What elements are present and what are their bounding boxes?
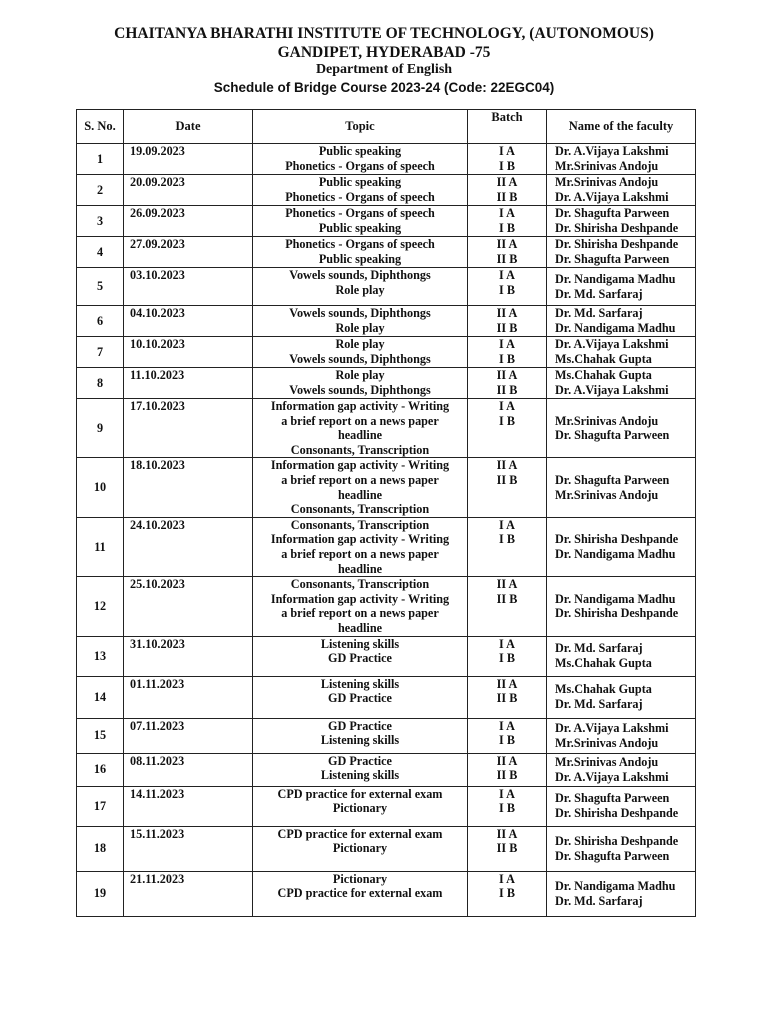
cell-topic-line: Public speaking xyxy=(318,175,402,189)
cell-topic-line: Phonetics - Organs of speech xyxy=(285,158,435,173)
cell-date: 17.10.2023 xyxy=(124,399,253,458)
cell-faculty-line: Dr. Nandigama Madhu xyxy=(555,271,676,286)
cell-sno: 16 xyxy=(77,753,124,786)
cell-faculty-line: Dr. Md. Sarfaraj xyxy=(555,893,643,908)
cell-faculty-line: Dr. Shagufta Parween xyxy=(555,428,670,443)
cell-faculty xyxy=(547,306,696,337)
cell-faculty-line: Dr. Shagufta Parween xyxy=(555,848,670,863)
cell-faculty xyxy=(547,206,696,237)
cell-topic xyxy=(253,175,468,206)
cell-topic-line: CPD practice for external exam xyxy=(277,786,443,801)
institute-title: CHAITANYA BHARATHI INSTITUTE OF TECHNOLOGY, (AUTONOMOUS) xyxy=(114,25,654,42)
cell-faculty-line: Ms.Chahak Gupta xyxy=(555,682,652,697)
cell-faculty-line: Ms.Chahak Gupta xyxy=(555,656,652,670)
cell-batch-line: II A xyxy=(496,577,518,592)
cell-batch-line: II B xyxy=(496,189,518,204)
cell-batch-line: II B xyxy=(496,841,518,856)
cell-faculty-line: Mr.Srinivas Andoju xyxy=(555,735,659,750)
cell-faculty-line: Dr. Md. Sarfaraj xyxy=(555,697,643,711)
cell-topic-line: Vowels sounds, Diphthongs xyxy=(289,382,431,397)
cell-batch-line: II A xyxy=(496,826,518,841)
cell-batch-line: II B xyxy=(496,768,518,783)
cell-faculty-line: Dr. Nandigama Madhu xyxy=(555,546,676,561)
cell-topic xyxy=(253,753,468,786)
cell-sno: 5 xyxy=(77,268,124,306)
cell-batch xyxy=(468,337,547,368)
cell-sno: 8 xyxy=(77,368,124,399)
cell-batch-line: I A xyxy=(499,399,515,413)
cell-batch-line: I A xyxy=(499,337,515,351)
cell-faculty-line: Dr. Shirisha Deshpande xyxy=(555,532,679,547)
cell-sno: 19 xyxy=(77,871,124,916)
cell-topic xyxy=(253,399,468,458)
table-row xyxy=(77,458,696,517)
cell-topic xyxy=(253,577,468,636)
cell-topic xyxy=(253,206,468,237)
cell-batch xyxy=(468,237,547,268)
cell-faculty-line: Dr. A.Vijaya Lakshmi xyxy=(555,720,669,735)
table-row xyxy=(77,676,696,718)
cell-faculty xyxy=(547,458,696,517)
cell-sno: 4 xyxy=(77,237,124,268)
cell-topic xyxy=(253,786,468,826)
header-faculty: Name of the faculty xyxy=(547,110,696,144)
cell-sno: 9 xyxy=(77,399,124,458)
cell-batch xyxy=(468,577,547,636)
cell-topic-line: headline xyxy=(337,487,383,502)
cell-date: 11.10.2023 xyxy=(124,368,253,399)
table-row xyxy=(77,786,696,826)
schedule-body xyxy=(77,144,696,917)
cell-batch xyxy=(468,517,547,576)
cell-faculty-line: Dr. Shirisha Deshpande xyxy=(555,606,679,621)
cell-faculty xyxy=(547,718,696,753)
cell-topic-line: CPD practice for external exam xyxy=(277,826,443,841)
cell-sno: 13 xyxy=(77,636,124,676)
cell-batch-line: I B xyxy=(499,801,515,816)
table-row xyxy=(77,871,696,916)
cell-topic-line: Pictionary xyxy=(332,841,388,856)
header-date: Date xyxy=(124,110,253,144)
cell-faculty-line: Dr. Md. Sarfaraj xyxy=(555,286,643,301)
cell-faculty-line: Dr. Shirisha Deshpande xyxy=(555,833,679,848)
cell-batch-line: I A xyxy=(499,206,515,220)
cell-sno: 10 xyxy=(77,458,124,517)
cell-batch-line: I B xyxy=(499,651,515,666)
cell-topic xyxy=(253,458,468,517)
cell-date: 25.10.2023 xyxy=(124,577,253,636)
cell-batch-line: II A xyxy=(496,306,518,320)
cell-topic xyxy=(253,306,468,337)
cell-topic-line: GD Practice xyxy=(328,651,392,666)
cell-batch xyxy=(468,458,547,517)
cell-faculty-line: Dr. Shagufta Parween xyxy=(555,791,670,806)
cell-batch xyxy=(468,399,547,458)
table-row xyxy=(77,577,696,636)
cell-topic-line: GD Practice xyxy=(328,718,392,733)
cell-batch-line: II B xyxy=(496,382,518,397)
cell-faculty-line: Dr. A.Vijaya Lakshmi xyxy=(555,337,669,352)
cell-faculty-line: Dr. Nandigama Madhu xyxy=(555,878,676,893)
cell-sno: 18 xyxy=(77,826,124,871)
table-row xyxy=(77,753,696,786)
cell-date: 07.11.2023 xyxy=(124,718,253,753)
cell-date: 24.10.2023 xyxy=(124,517,253,576)
cell-faculty xyxy=(547,517,696,576)
cell-batch-line: I B xyxy=(499,532,515,547)
cell-topic-line: a brief report on a news paper xyxy=(281,472,439,487)
department-title: Department of English xyxy=(315,62,453,77)
cell-topic-line: Pictionary xyxy=(332,801,388,816)
cell-sno: 11 xyxy=(77,517,124,576)
cell-date: 03.10.2023 xyxy=(124,268,253,306)
cell-faculty xyxy=(547,399,696,458)
cell-batch xyxy=(468,306,547,337)
cell-batch-line: II A xyxy=(496,175,518,189)
cell-topic-line: Role play xyxy=(335,368,385,382)
cell-topic-line: Information gap activity - Writing xyxy=(270,458,450,473)
cell-batch-line: II B xyxy=(496,320,518,335)
cell-topic-line: Vowels sounds, Diphthongs xyxy=(289,268,431,282)
cell-faculty xyxy=(547,753,696,786)
table-row xyxy=(77,268,696,306)
table-row xyxy=(77,636,696,676)
cell-batch-line: I B xyxy=(499,282,515,297)
cell-faculty-line: Mr.Srinivas Andoju xyxy=(555,175,659,190)
cell-topic-line: Public speaking xyxy=(318,144,402,158)
cell-batch-line: I B xyxy=(499,733,515,748)
cell-topic xyxy=(253,718,468,753)
cell-batch-line: I B xyxy=(499,351,515,366)
cell-batch-line: II B xyxy=(496,691,518,706)
table-header-row xyxy=(77,110,696,144)
cell-topic-line: Listening skills xyxy=(320,676,400,691)
cell-sno: 2 xyxy=(77,175,124,206)
cell-topic-line: GD Practice xyxy=(328,691,392,706)
cell-batch-line: I B xyxy=(499,413,515,428)
header-batch: Batch xyxy=(468,110,547,144)
table-row xyxy=(77,306,696,337)
cell-sno: 3 xyxy=(77,206,124,237)
cell-faculty-line: Dr. Nandigama Madhu xyxy=(555,591,676,606)
cell-faculty xyxy=(547,337,696,368)
cell-topic-line: Information gap activity - Writing xyxy=(270,532,450,547)
cell-faculty-line: Ms.Chahak Gupta xyxy=(555,368,652,383)
cell-topic-line: Consonants, Transcription xyxy=(290,517,430,532)
cell-faculty xyxy=(547,826,696,871)
cell-date: 04.10.2023 xyxy=(124,306,253,337)
cell-topic-line: a brief report on a news paper xyxy=(281,413,439,428)
cell-faculty-line: Dr. A.Vijaya Lakshmi xyxy=(555,190,669,204)
header-sno: S. No. xyxy=(77,110,124,144)
cell-batch-line: II B xyxy=(496,591,518,606)
cell-batch-line: I A xyxy=(499,636,515,651)
cell-faculty-line: Dr. Shagufta Parween xyxy=(555,472,670,487)
cell-topic-line: GD Practice xyxy=(328,753,392,768)
cell-topic xyxy=(253,237,468,268)
cell-faculty xyxy=(547,175,696,206)
cell-faculty-line: Dr. Shagufta Parween xyxy=(555,206,670,221)
cell-batch xyxy=(468,268,547,306)
cell-date: 21.11.2023 xyxy=(124,871,253,916)
cell-sno: 1 xyxy=(77,144,124,175)
cell-date: 15.11.2023 xyxy=(124,826,253,871)
cell-batch xyxy=(468,786,547,826)
cell-date: 01.11.2023 xyxy=(124,676,253,718)
cell-topic xyxy=(253,826,468,871)
cell-date: 26.09.2023 xyxy=(124,206,253,237)
cell-date: 31.10.2023 xyxy=(124,636,253,676)
cell-topic-line: Pictionary xyxy=(332,871,388,886)
cell-topic xyxy=(253,517,468,576)
cell-topic-line: Listening skills xyxy=(320,768,400,783)
cell-sno: 6 xyxy=(77,306,124,337)
cell-batch-line: II A xyxy=(496,368,518,382)
cell-topic-line: Listening skills xyxy=(320,733,400,748)
cell-topic-line: a brief report on a news paper xyxy=(281,606,439,621)
institute-location: GANDIPET, HYDERABAD -75 xyxy=(277,44,491,61)
cell-faculty-line: Ms.Chahak Gupta xyxy=(555,352,652,366)
cell-topic-line: Phonetics - Organs of speech xyxy=(285,237,435,251)
cell-topic xyxy=(253,144,468,175)
cell-batch-line: I A xyxy=(499,517,515,532)
cell-faculty-line: Dr. Shirisha Deshpande xyxy=(555,221,679,235)
cell-batch-line: I A xyxy=(499,871,515,886)
cell-batch-line: I B xyxy=(499,158,515,173)
cell-batch xyxy=(468,175,547,206)
cell-batch-line: I A xyxy=(499,268,515,282)
cell-faculty xyxy=(547,676,696,718)
cell-date: 27.09.2023 xyxy=(124,237,253,268)
table-row xyxy=(77,368,696,399)
cell-batch-line: I A xyxy=(499,718,515,733)
cell-batch xyxy=(468,636,547,676)
schedule-title: Schedule of Bridge Course 2023-24 (Code: 22EGC04) xyxy=(213,80,555,95)
cell-faculty-line: Mr.Srinivas Andoju xyxy=(555,487,659,502)
cell-batch xyxy=(468,871,547,916)
cell-date: 14.11.2023 xyxy=(124,786,253,826)
cell-batch-line: II A xyxy=(496,237,518,251)
cell-topic xyxy=(253,368,468,399)
cell-topic-line: Phonetics - Organs of speech xyxy=(285,189,435,204)
cell-faculty-line: Dr. A.Vijaya Lakshmi xyxy=(555,769,669,784)
cell-topic-line: Consonants, Transcription xyxy=(290,502,430,517)
header-topic: Topic xyxy=(253,110,468,144)
cell-faculty xyxy=(547,268,696,306)
cell-topic-line: Consonants, Transcription xyxy=(290,442,430,457)
table-row xyxy=(77,718,696,753)
cell-sno: 7 xyxy=(77,337,124,368)
cell-topic-line: Public speaking xyxy=(318,220,402,235)
cell-batch xyxy=(468,206,547,237)
cell-topic-line: Role play xyxy=(335,337,385,351)
cell-date: 10.10.2023 xyxy=(124,337,253,368)
table-row xyxy=(77,826,696,871)
cell-faculty-line: Dr. Shagufta Parween xyxy=(555,252,670,266)
cell-batch-line: II A xyxy=(496,458,518,473)
cell-batch-line: I B xyxy=(499,220,515,235)
cell-topic-line: Phonetics - Organs of speech xyxy=(285,206,435,220)
cell-faculty-line: Dr. Md. Sarfaraj xyxy=(555,641,643,656)
table-row xyxy=(77,399,696,458)
cell-date: 08.11.2023 xyxy=(124,753,253,786)
cell-date: 19.09.2023 xyxy=(124,144,253,175)
cell-batch-line: II A xyxy=(496,753,518,768)
cell-topic-line: Role play xyxy=(335,320,385,335)
table-row xyxy=(77,337,696,368)
cell-faculty-line: Mr.Srinivas Andoju xyxy=(555,159,659,173)
cell-topic-line: Consonants, Transcription xyxy=(290,577,430,592)
cell-topic-line: headline xyxy=(337,428,383,443)
cell-topic-line: Public speaking xyxy=(318,251,402,266)
cell-sno: 17 xyxy=(77,786,124,826)
cell-date: 18.10.2023 xyxy=(124,458,253,517)
cell-topic-line: headline xyxy=(337,561,383,576)
table-row xyxy=(77,206,696,237)
table-row xyxy=(77,237,696,268)
schedule-table xyxy=(76,109,696,917)
cell-batch-line: I A xyxy=(499,144,515,158)
cell-topic-line: Role play xyxy=(335,282,385,297)
cell-sno: 14 xyxy=(77,676,124,718)
cell-topic xyxy=(253,676,468,718)
cell-batch xyxy=(468,826,547,871)
cell-topic-line: Vowels sounds, Diphthongs xyxy=(289,351,431,366)
cell-batch xyxy=(468,753,547,786)
cell-batch xyxy=(468,718,547,753)
table-row xyxy=(77,144,696,175)
cell-faculty-line: Dr. Md. Sarfaraj xyxy=(555,306,643,321)
cell-batch-line: II B xyxy=(496,472,518,487)
cell-sno: 12 xyxy=(77,577,124,636)
cell-faculty-line: Dr. Shirisha Deshpande xyxy=(555,237,679,252)
cell-faculty xyxy=(547,144,696,175)
cell-batch-line: I A xyxy=(499,786,515,801)
cell-faculty-line: Dr. A.Vijaya Lakshmi xyxy=(555,144,669,159)
table-row xyxy=(77,517,696,576)
cell-faculty-line: Mr.Srinivas Andoju xyxy=(555,413,659,428)
cell-date: 20.09.2023 xyxy=(124,175,253,206)
cell-topic-line: Information gap activity - Writing xyxy=(270,399,450,413)
cell-topic xyxy=(253,268,468,306)
cell-faculty-line: Mr.Srinivas Andoju xyxy=(555,754,659,769)
cell-batch xyxy=(468,676,547,718)
cell-batch-line: I B xyxy=(499,886,515,901)
cell-faculty xyxy=(547,577,696,636)
cell-faculty xyxy=(547,871,696,916)
cell-topic-line: CPD practice for external exam xyxy=(277,886,443,901)
cell-batch xyxy=(468,368,547,399)
cell-faculty xyxy=(547,786,696,826)
cell-topic-line: Information gap activity - Writing xyxy=(270,591,450,606)
cell-topic-line: headline xyxy=(337,620,383,635)
cell-batch-line: II B xyxy=(496,251,518,266)
cell-batch xyxy=(468,144,547,175)
cell-faculty xyxy=(547,237,696,268)
cell-faculty xyxy=(547,636,696,676)
cell-faculty-line: Dr. A.Vijaya Lakshmi xyxy=(555,383,669,397)
cell-topic-line: Listening skills xyxy=(320,636,400,651)
cell-topic xyxy=(253,337,468,368)
cell-faculty xyxy=(547,368,696,399)
cell-faculty-line: Dr. Shirisha Deshpande xyxy=(555,806,679,820)
cell-batch-line: II A xyxy=(496,676,518,691)
cell-sno: 15 xyxy=(77,718,124,753)
cell-topic xyxy=(253,636,468,676)
cell-topic-line: Vowels sounds, Diphthongs xyxy=(289,306,431,320)
table-row xyxy=(77,175,696,206)
cell-faculty-line: Dr. Nandigama Madhu xyxy=(555,321,676,335)
cell-topic-line: a brief report on a news paper xyxy=(281,546,439,561)
cell-topic xyxy=(253,871,468,916)
